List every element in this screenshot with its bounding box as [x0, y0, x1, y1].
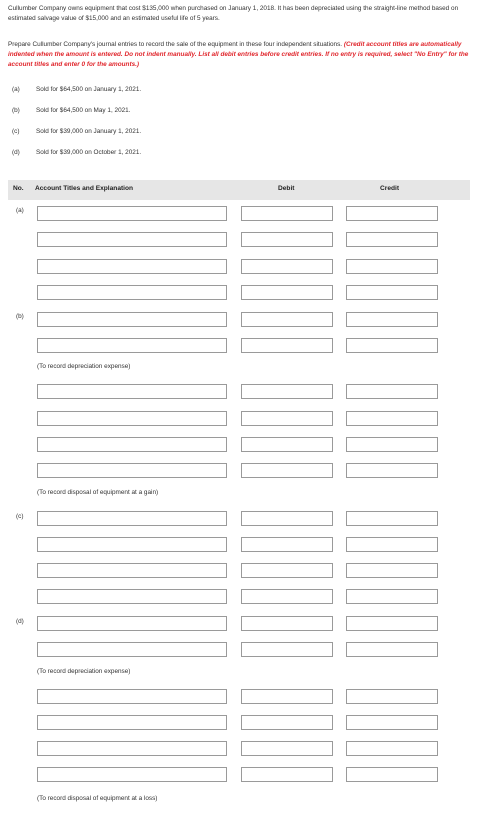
situation-text: Sold for $64,500 on May 1, 2021.	[36, 107, 131, 114]
debit-input[interactable]	[241, 642, 333, 657]
credit-input[interactable]	[346, 616, 438, 631]
account-input[interactable]	[37, 537, 227, 552]
debit-input[interactable]	[241, 312, 333, 327]
situation-label: (b)	[12, 107, 20, 114]
instruction-note: (Credit account titles are automatically indented when the amount is entered. Do not indent manually. List all debit entries before credit entries. If no entry is required, select "No Entry" for the account titles and enter 0 for the amounts.)	[8, 41, 469, 68]
situation-text: Sold for $39,000 on October 1, 2021.	[36, 149, 142, 156]
account-input[interactable]	[37, 206, 227, 221]
account-input[interactable]	[37, 384, 227, 399]
memo-text: (To record disposal of equipment at a loss)	[37, 795, 158, 802]
account-input[interactable]	[37, 563, 227, 578]
situation-text: Sold for $64,500 on January 1, 2021.	[36, 86, 142, 93]
credit-input[interactable]	[346, 589, 438, 604]
debit-input[interactable]	[241, 259, 333, 274]
journal-table-header	[8, 180, 470, 200]
entry-label-d: (d)	[16, 618, 24, 625]
account-input[interactable]	[37, 259, 227, 274]
credit-input[interactable]	[346, 384, 438, 399]
credit-input[interactable]	[346, 411, 438, 426]
memo-text: (To record depreciation expense)	[37, 668, 131, 675]
account-input[interactable]	[37, 411, 227, 426]
credit-input[interactable]	[346, 563, 438, 578]
account-input[interactable]	[37, 463, 227, 478]
header-debit: Debit	[278, 185, 295, 192]
entry-label-b: (b)	[16, 313, 24, 320]
instruction-text: Prepare Cullumber Company's journal entries to record the sale of the equipment in these four independent situations.	[8, 41, 343, 48]
account-input[interactable]	[37, 689, 227, 704]
entry-label-a: (a)	[16, 207, 24, 214]
credit-input[interactable]	[346, 285, 438, 300]
account-input[interactable]	[37, 338, 227, 353]
account-input[interactable]	[37, 232, 227, 247]
debit-input[interactable]	[241, 511, 333, 526]
debit-input[interactable]	[241, 715, 333, 730]
credit-input[interactable]	[346, 312, 438, 327]
credit-input[interactable]	[346, 338, 438, 353]
account-input[interactable]	[37, 511, 227, 526]
account-input[interactable]	[37, 767, 227, 782]
debit-input[interactable]	[241, 206, 333, 221]
account-input[interactable]	[37, 437, 227, 452]
account-input[interactable]	[37, 616, 227, 631]
debit-input[interactable]	[241, 411, 333, 426]
debit-input[interactable]	[241, 563, 333, 578]
debit-input[interactable]	[241, 232, 333, 247]
header-credit: Credit	[380, 185, 400, 192]
situation-label: (d)	[12, 149, 20, 156]
situation-label: (c)	[12, 128, 20, 135]
debit-input[interactable]	[241, 537, 333, 552]
situation-text: Sold for $39,000 on January 1, 2021.	[36, 128, 142, 135]
credit-input[interactable]	[346, 715, 438, 730]
header-no: No.	[13, 185, 24, 192]
debit-input[interactable]	[241, 437, 333, 452]
debit-input[interactable]	[241, 767, 333, 782]
account-input[interactable]	[37, 741, 227, 756]
account-input[interactable]	[37, 642, 227, 657]
debit-input[interactable]	[241, 741, 333, 756]
situation-label: (a)	[12, 86, 20, 93]
debit-input[interactable]	[241, 589, 333, 604]
credit-input[interactable]	[346, 232, 438, 247]
debit-input[interactable]	[241, 338, 333, 353]
debit-input[interactable]	[241, 463, 333, 478]
header-account: Account Titles and Explanation	[35, 185, 134, 192]
credit-input[interactable]	[346, 537, 438, 552]
credit-input[interactable]	[346, 511, 438, 526]
credit-input[interactable]	[346, 437, 438, 452]
account-input[interactable]	[37, 312, 227, 327]
credit-input[interactable]	[346, 689, 438, 704]
account-input[interactable]	[37, 715, 227, 730]
problem-instruction	[8, 40, 474, 70]
memo-text: (To record depreciation expense)	[37, 363, 131, 370]
debit-input[interactable]	[241, 384, 333, 399]
debit-input[interactable]	[241, 285, 333, 300]
credit-input[interactable]	[346, 206, 438, 221]
debit-input[interactable]	[241, 689, 333, 704]
credit-input[interactable]	[346, 767, 438, 782]
problem-intro: Cullumber Company owns equipment that cost $135,000 when purchased on January 1, 2018. It has been depreciated using the straight-line method based on estimated salvage value of $15,000 and an estimated useful life of 5 years.	[8, 5, 459, 22]
debit-input[interactable]	[241, 616, 333, 631]
account-input[interactable]	[37, 589, 227, 604]
entry-label-c: (c)	[16, 513, 24, 520]
credit-input[interactable]	[346, 259, 438, 274]
memo-text: (To record disposal of equipment at a gain)	[37, 489, 159, 496]
credit-input[interactable]	[346, 463, 438, 478]
credit-input[interactable]	[346, 741, 438, 756]
account-input[interactable]	[37, 285, 227, 300]
credit-input[interactable]	[346, 642, 438, 657]
